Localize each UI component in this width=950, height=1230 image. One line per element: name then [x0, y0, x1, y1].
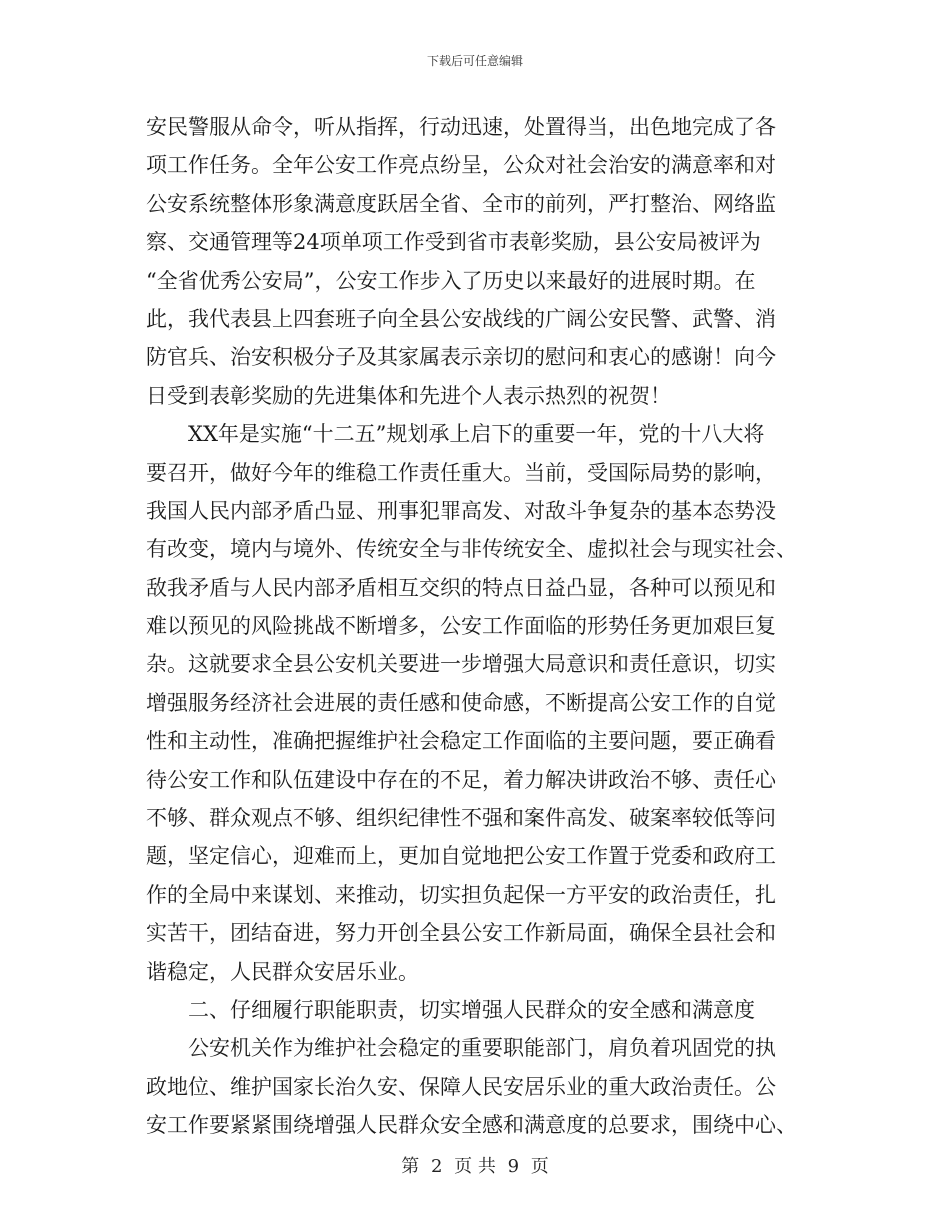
body-line: 此，我代表县上四套班子向全县公安战线的广阔公安民警、武警、消: [146, 306, 776, 331]
body-line: 不够、群众观点不够、组织纪律性不强和案件高发、破案率较低等问: [146, 806, 776, 831]
body-line: 题，坚定信心，迎难而上，更加自觉地把公安工作置于党委和政府工: [146, 844, 776, 869]
page-number-prefix: 第: [401, 1156, 420, 1177]
section-heading: 二、仔细履行职能职责，切实增强人民群众的安全感和满意度: [188, 997, 755, 1022]
page-number-suffix: 页: [530, 1156, 549, 1177]
body-line: 杂。这就要求全县公安机关要进一步增强大局意识和责任意识，切实: [146, 652, 776, 677]
page-footer: [0, 1152, 950, 1178]
body-line: 日受到表彰奖励的先进集体和先进个人表示热烈的祝贺！: [146, 383, 671, 408]
body-line: 我国人民内部矛盾凸显、刑事犯罪高发、对敌斗争复杂的基本态势没: [146, 498, 776, 523]
body-line: 政地位、维护国家长治久安、保障人民安居乐业的重大政治责任。公: [146, 1074, 776, 1099]
body-line: 性和主动性，准确把握维护社会稳定工作面临的主要问题，要正确看: [146, 729, 776, 754]
page-number-mid: 页 共: [454, 1156, 496, 1177]
body-line: 谐稳定，人民群众安居乐业。: [146, 959, 419, 984]
document-body: [146, 108, 806, 1145]
body-line: 公安系统整体形象满意度跃居全省、全市的前列，严打整治、网络监: [146, 191, 776, 216]
page-header-note: 下载后可任意编辑: [426, 54, 523, 68]
body-line: 待公安工作和队伍建设中存在的不足，着力解决讲政治不够、责任心: [146, 767, 776, 792]
page-number-current: 2: [430, 1156, 443, 1177]
body-line: 增强服务经济社会进展的责任感和使命感，不断提高公安工作的自觉: [146, 690, 776, 715]
page-number-total: 9: [507, 1156, 520, 1177]
body-line: 敌我矛盾与人民内部矛盾相互交织的特点日益凸显，各种可以预见和: [146, 575, 776, 600]
body-line: 要召开，做好今年的维稳工作责任重大。当前，受国际局势的影响，: [146, 460, 776, 485]
body-line: 公安机关作为维护社会稳定的重要职能部门，肩负着巩固党的执: [188, 1036, 776, 1061]
body-line: 项工作任务。全年公安工作亮点纷呈，公众对社会治安的满意率和对: [146, 153, 776, 178]
body-line: XX年是实施“十二五”规划承上启下的重要一年，党的十八大将: [188, 422, 765, 447]
body-line: 察、交通管理等24项单项工作受到省市表彰奖励，县公安局被评为: [146, 230, 761, 255]
body-line: 作的全局中来谋划、来推动，切实担负起保一方平安的政治责任，扎: [146, 882, 776, 907]
body-line: 实苦干，团结奋进，努力开创全县公安工作新局面，确保全县社会和: [146, 921, 776, 946]
body-line: 安工作要紧紧围绕增强人民群众安全感和满意度的总要求，围绕中心、: [146, 1113, 797, 1138]
body-line: “全省优秀公安局”，公安工作步入了历史以来最好的进展时期。在: [146, 268, 756, 293]
body-line: 安民警服从命令，听从指挥，行动迅速，处置得当，出色地完成了各: [146, 115, 776, 139]
body-line: 有改变，境内与境外、传统安全与非传统安全、虚拟社会与现实社会、: [146, 537, 797, 562]
body-line: 防官兵、治安积极分子及其家属表示亲切的慰问和衷心的感谢！向今: [146, 345, 776, 370]
body-line: 难以预见的风险挑战不断增多，公安工作面临的形势任务更加艰巨复: [146, 614, 776, 639]
